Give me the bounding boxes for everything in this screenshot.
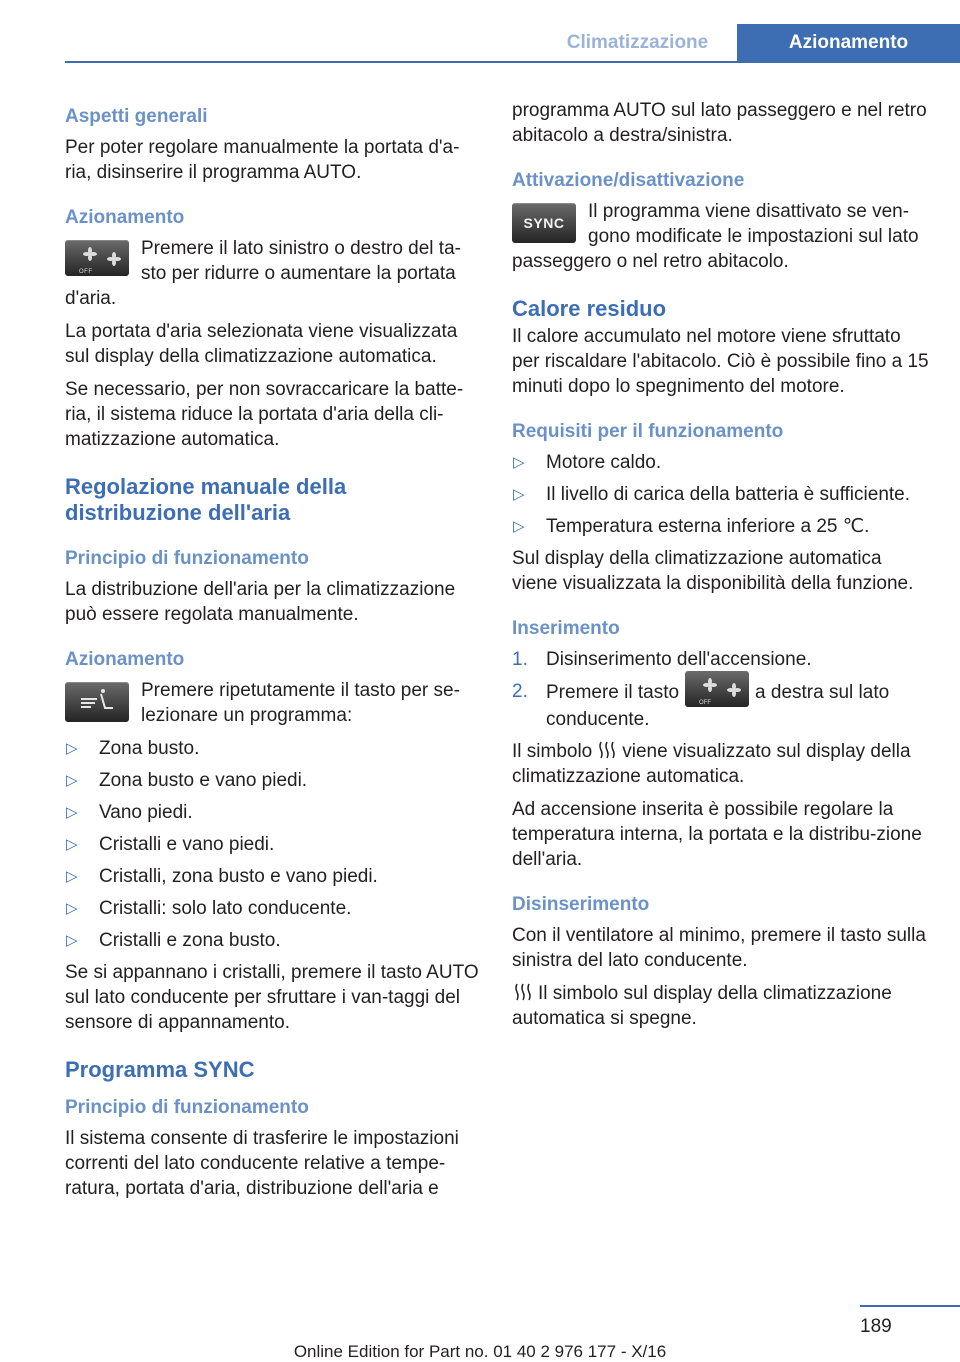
activation-heading: Attivazione/disattivazione [512, 170, 745, 191]
sync-continued-text: programma AUTO sul lato passeggero e nel retro abitacolo a destra/sinistra. [512, 100, 927, 146]
switch-on-steps [512, 647, 932, 732]
triangle-bullet-icon: ▷ [66, 804, 78, 821]
triangle-bullet-icon: ▷ [66, 868, 78, 885]
list-item: ▷ Vano piedi. [66, 802, 193, 823]
residual-heat-icon [512, 983, 534, 1001]
switch-off-text: Con il ventilatore al minimo, premere il tasto sulla sinistra del lato conducente. [512, 925, 926, 971]
list-item: ▷ Zona busto e vano piedi. [66, 770, 308, 791]
header-active-tab: Azionamento [737, 24, 960, 62]
operation-heading: Azionamento [65, 207, 185, 228]
ignition-text: Ad accensione inserita è possibile regolare la temperatura interna, la portata e la distribu-zione dell'aria. [512, 799, 922, 870]
principle-heading: Principio di funzionamento [65, 548, 309, 569]
battery-note-text: Se necessario, per non sovraccaricare la batte-ria, il sistema riduce la portata d'aria della cli-matizzazione automatica. [65, 379, 464, 450]
fan-icon [703, 678, 717, 692]
off-label-icon: OFF [79, 269, 93, 275]
seat-airflow-icon [65, 682, 129, 722]
program-list [65, 736, 480, 953]
list-item: ▷ Temperatura esterna inferiore a 25 ℃. [513, 516, 870, 537]
manual-distribution-heading: Regolazione manuale della distribuzione dell'aria [65, 474, 347, 525]
sync-button-icon [512, 203, 576, 243]
operation-text-2: Premere ripetutamente il tasto per se-lezionare un programma: [141, 680, 460, 726]
right-column [512, 98, 932, 1039]
fan-icon [727, 683, 741, 697]
availability-text: Sul display della climatizzazione automatica viene visualizzata la disponibilità della funzione. [512, 548, 914, 594]
off-label-icon: OFF [699, 700, 712, 706]
operation-block-2 [65, 678, 480, 728]
requirements-heading: Requisiti per il funzionamento [512, 421, 784, 442]
residual-heat-heading: Calore residuo [512, 296, 667, 321]
residual-heat-icon [596, 741, 618, 759]
residual-heat-text: Il calore accumulato nel motore viene sfruttato per riscaldare l'abitacolo. Ciò è possibile fino a 15 minuti dopo lo spegnimento del motore. [512, 326, 929, 397]
list-item: ▷ Il livello di carica della batteria è sufficiente. [513, 484, 911, 505]
left-column [65, 98, 480, 1209]
fan-icon [107, 252, 121, 266]
symbol-off-text: Il simbolo sul display della climatizzazione automatica si spegne. [512, 983, 892, 1029]
list-item: ▷ Motore caldo. [513, 452, 662, 473]
list-item: 1. Disinserimento dell'accensione. [512, 649, 812, 670]
triangle-bullet-icon: ▷ [513, 454, 525, 471]
principle-heading-2: Principio di funzionamento [65, 1097, 309, 1118]
triangle-bullet-icon: ▷ [66, 772, 78, 789]
sync-heading: Programma SYNC [65, 1057, 255, 1082]
switch-on-heading: Inserimento [512, 618, 620, 639]
footer-rule [860, 1305, 960, 1307]
triangle-bullet-icon: ▷ [66, 740, 78, 757]
triangle-bullet-icon: ▷ [513, 518, 525, 535]
principle-text: La distribuzione dell'aria per la climatizzazione può essere regolata manualmente. [65, 579, 456, 625]
list-item: ▷ Cristalli: solo lato conducente. [66, 898, 352, 919]
activation-text: Il programma viene disattivato se ven-gono modificate le impostazioni sul lato passeggero o nel retro abitacolo. [512, 201, 919, 272]
requirements-list [512, 450, 932, 539]
operation-block [65, 236, 480, 311]
fan-off-button-icon [65, 240, 129, 276]
fan-icon [83, 247, 97, 261]
edition-footer: Online Edition for Part no. 01 40 2 976 177 - X/16 [293, 1342, 667, 1361]
triangle-bullet-icon: ▷ [513, 486, 525, 503]
switch-off-heading: Disinserimento [512, 894, 650, 915]
sync-label: SYNC [523, 215, 565, 231]
list-item: ▷ Cristalli e zona busto. [66, 930, 281, 951]
list-item: ▷ Zona busto. [66, 738, 200, 759]
fog-note-text: Se si appannano i cristalli, premere il tasto AUTO sul lato conducente per sfruttare i van-taggi del sensore di appannamento. [65, 962, 479, 1033]
header-rule [65, 61, 960, 63]
list-item: ▷ Cristalli, zona busto e vano piedi. [66, 866, 378, 887]
general-heading: Aspetti generali [65, 106, 208, 127]
operation-text: Premere il lato sinistro o destro del ta-sto per ridurre o aumentare la portata d'aria. [65, 238, 461, 309]
air-distribution-button-icon [65, 682, 129, 722]
fan-off-button-icon [685, 671, 749, 707]
header-section-title: Climatizzazione [566, 32, 709, 53]
triangle-bullet-icon: ▷ [66, 932, 78, 949]
triangle-bullet-icon: ▷ [66, 900, 78, 917]
symbol-text: Il simbolo viene visualizzato sul display della climatizzazione automatica. [512, 741, 911, 787]
list-item: 2. Premere il tasto OFF a destra sul lato conducente. [512, 679, 932, 732]
triangle-bullet-icon: ▷ [66, 836, 78, 853]
general-text: Per poter regolare manualmente la portata d'a-ria, disinserire il programma AUTO. [65, 137, 460, 183]
activation-block [512, 199, 932, 274]
page-number: 189 [860, 1316, 892, 1337]
operation-heading-2: Azionamento [65, 649, 185, 670]
principle-text-2: Il sistema consente di trasferire le impostazioni correnti del lato conducente relative a tempe-ratura, portata d'aria, distribuzione dell'aria e [65, 1128, 459, 1199]
list-item: ▷ Cristalli e vano piedi. [66, 834, 275, 855]
airflow-display-text: La portata d'aria selezionata viene visualizzata sul display della climatizzazione automatica. [65, 321, 458, 367]
